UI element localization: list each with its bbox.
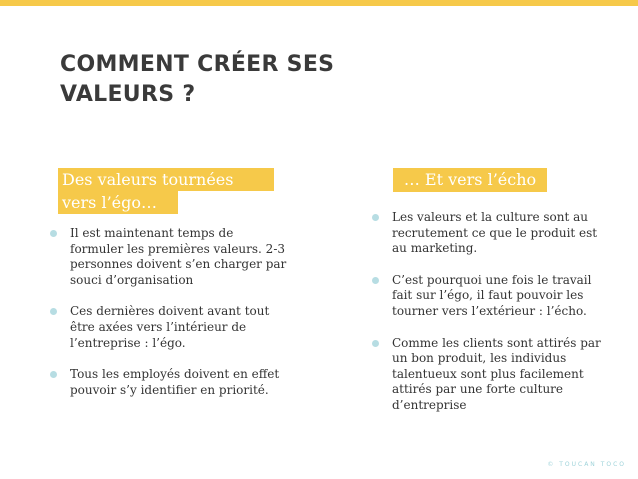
list-item xyxy=(50,226,290,288)
bullet-text: Les valeurs et la culture sont au recrutement ce que le produit est au marketing. xyxy=(392,210,598,256)
title-line-1: COMMENT CRÉER SES xyxy=(60,52,335,77)
left-heading-line-2: vers l’égo… xyxy=(58,191,178,214)
list-item xyxy=(372,210,612,257)
bullet-dot-icon xyxy=(372,214,379,221)
title-line-2: VALEURS ? xyxy=(60,82,196,107)
bullet-dot-icon xyxy=(50,308,57,315)
left-heading-line-1: Des valeurs tournées xyxy=(58,168,274,191)
bullet-text: Tous les employés doivent en effet pouvoir s’y identifier en priorité. xyxy=(70,367,280,397)
list-item xyxy=(50,367,290,398)
bullet-text: C’est pourquoi une fois le travail fait sur l’égo, il faut pouvoir les tourner vers l’extérieur : l’écho. xyxy=(392,272,592,318)
right-bullet-list xyxy=(372,210,612,430)
bullet-dot-icon xyxy=(372,277,379,284)
top-accent-bar xyxy=(0,0,638,6)
list-item xyxy=(372,336,612,414)
bullet-dot-icon xyxy=(372,340,379,347)
list-item xyxy=(50,304,290,351)
left-heading xyxy=(58,168,274,214)
bullet-text: Comme les clients sont attirés par un bon produit, les individus talentueux sont plus facilement attirés par une forte culture d’entreprise xyxy=(392,335,601,412)
right-heading: … Et vers l’écho xyxy=(393,168,547,192)
bullet-text: Ces dernières doivent avant tout être axées vers l’intérieur de l’entreprise : l’égo. xyxy=(70,304,270,350)
bullet-dot-icon xyxy=(50,230,57,237)
bullet-text: Il est maintenant temps de formuler les premières valeurs. 2-3 personnes doivent s’en charger par souci d’organisation xyxy=(70,226,287,287)
page-title xyxy=(60,50,480,110)
left-bullet-list xyxy=(50,226,290,414)
bullet-dot-icon xyxy=(50,371,57,378)
copyright-text: © TOUCAN TOCO xyxy=(547,461,626,468)
list-item xyxy=(372,273,612,320)
